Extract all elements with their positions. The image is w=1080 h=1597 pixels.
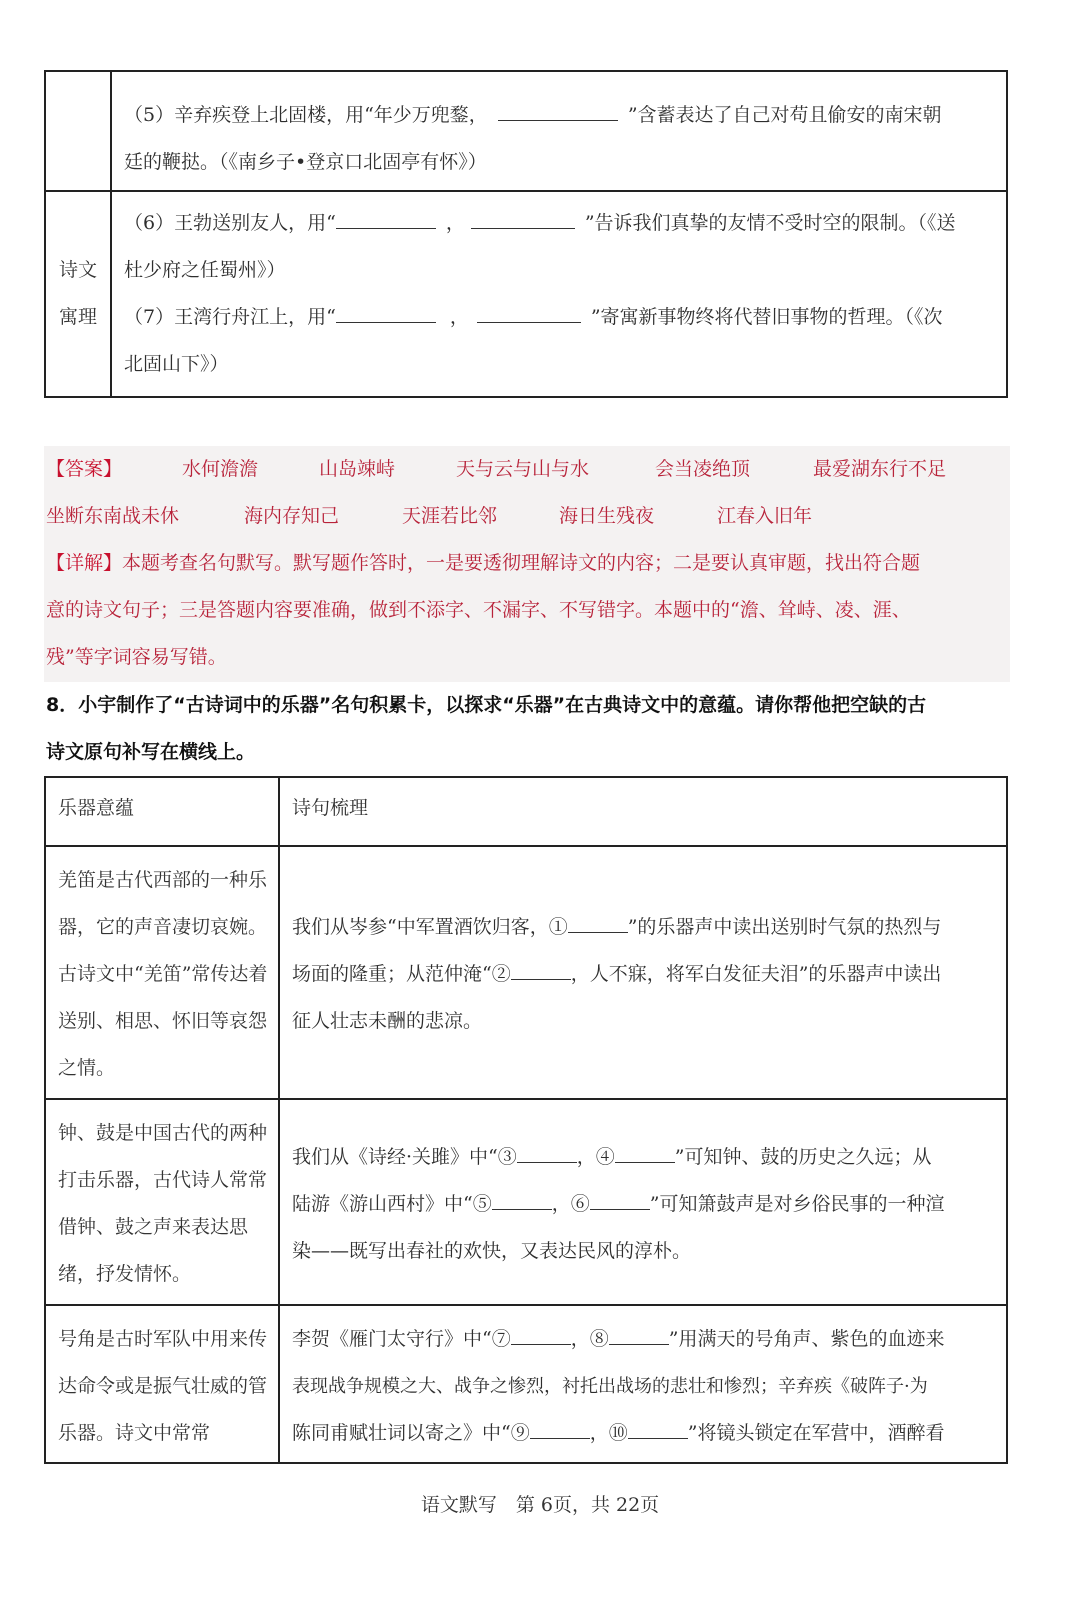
text-line [124,92,996,139]
header-cell: 诗句梳理 [279,777,1007,846]
meaning-text: 钟、鼓是中国古代的两种打击乐器，古代诗人常常借钟、鼓之声来表达思绪，抒发情怀。 [58,1122,268,1285]
text-segment: ”可知钟、鼓的历史之久远；从 [674,1146,932,1168]
question-line: 诗文原句补写在横线上。 [46,741,256,763]
poem-cell [279,1305,1007,1463]
text-segment: ”用满天的号角声、紫色的血迹来 [668,1328,945,1350]
table-row [45,191,1007,397]
text-segment: ， [445,212,465,234]
answer-blank[interactable] [517,1138,577,1163]
text-line [292,951,998,998]
answer-blank[interactable] [511,955,571,980]
answer-item: 最爱湖东行不足 [813,458,947,480]
poem-cell [279,1099,1007,1305]
category-label: 寓理 [58,306,97,328]
text-line: 北固山下》） [124,353,229,375]
text-segment: ”可知箫鼓声是对乡俗民事的一种渲 [649,1193,945,1215]
answer-blank[interactable] [477,298,581,323]
text-line [292,904,998,951]
meaning-cell [45,1305,279,1463]
text-segment: （5）辛弃疾登上北固楼，用“年少万兜鍪， [124,104,488,126]
text-segment: 我们从《诗经·关雎》中“③ [292,1146,517,1168]
answer-blank[interactable] [568,908,628,933]
text-segment: ”含蓄表达了自己对苟且偷安的南宋朝 [627,104,942,126]
answer-item: 山岛竦峙 [319,458,396,480]
text-segment: 陈同甫赋壮词以寄之》中“⑨ [292,1422,530,1444]
answer-section [44,446,1010,682]
table-row [45,71,1007,191]
text-line [124,294,996,341]
text-line [292,1134,998,1181]
text-segment: ， [449,306,469,328]
detail-line [44,540,1010,587]
answer-blank[interactable] [511,1320,571,1345]
text-segment: ，人不寐，将军白发征夫泪”的乐器声中读出 [570,963,942,985]
answer-item: 海内存知己 [244,505,340,527]
answer-blank[interactable] [628,1414,688,1439]
text-segment: 场面的隆重；从范仲淹“② [292,963,511,985]
meaning-text: 羌笛是古代西部的一种乐器，它的声音凄切哀婉。古诗文中“羌笛”常传达着送别、相思、怀旧等哀怨之情。 [58,869,268,1079]
meaning-text: 号角是古时军队中用来传达命令或是振气壮威的管乐器。诗文中常常 [58,1328,268,1444]
text-segment: ，⑩ [589,1422,628,1444]
meaning-cell [45,846,279,1099]
detail-line: 残”等字词容易写错。 [46,646,227,668]
answer-item: 海日生残夜 [559,505,655,527]
text-segment: ，⑧ [570,1328,609,1350]
answer-row-2 [44,493,1010,540]
answer-item: 天与云与山与水 [456,458,590,480]
instrument-table [44,776,1008,1464]
question-cell [111,191,1007,397]
text-line: 染——既写出春社的欢快，又表达民风的淳朴。 [292,1240,692,1262]
answer-tag: 【答案】 [46,458,123,480]
category-cell-empty [45,71,111,191]
answer-item: 会当凌绝顶 [655,458,751,480]
text-segment: 我们从岑参“中军置酒饮归客，① [292,916,568,938]
answer-item: 水何澹澹 [182,458,259,480]
category-cell [45,191,111,397]
text-segment: ”将镜头锁定在军营中，酒醉看 [687,1422,945,1444]
answer-blank[interactable] [530,1414,590,1439]
detail-text: 本题考查名句默写。默写题作答时，一是要透彻理解诗文的内容；二是要认真审题，找出符合题 [122,552,921,574]
header-cell: 乐器意蕴 [45,777,279,846]
text-line [292,1181,998,1228]
answer-blank[interactable] [492,1185,552,1210]
text-segment: （7）王湾行舟江上，用“ [124,306,336,328]
answer-item: 江春入旧年 [717,505,813,527]
answer-row-1 [44,446,1010,493]
table-header-row [45,777,1007,846]
answer-blank[interactable] [615,1138,675,1163]
poem-table-top [44,70,1008,398]
category-label: 诗文 [58,259,97,281]
text-segment: ”告诉我们真挚的友情不受时空的限制。（《送 [584,212,956,234]
text-line: 廷的鞭挞。（《南乡子•登京口北固亭有怀》） [124,151,487,173]
answer-blank[interactable] [590,1185,650,1210]
question-8 [46,682,1010,776]
answer-item: 天涯若比邻 [402,505,498,527]
text-line: 征人壮志未酬的悲凉。 [292,1010,483,1032]
table-row [45,1305,1007,1463]
question-line: 8．小宇制作了“古诗词中的乐器”名句积累卡，以探求“乐器”在古典诗文中的意蕴。请你帮他把空缺的古 [46,694,927,716]
answer-blank[interactable] [336,204,436,229]
answer-item: 坐断东南战未休 [46,505,180,527]
text-line [292,1410,998,1457]
text-segment: ，④ [576,1146,615,1168]
answer-blank[interactable] [471,204,575,229]
table-row [45,846,1007,1099]
page-footer: 语文默写 第 6页，共 22页 [420,1494,660,1516]
text-line [124,200,996,247]
text-line: 杜少府之任蜀州》） [124,259,286,281]
meaning-cell [45,1099,279,1305]
answer-blank[interactable] [498,96,618,121]
answer-blank[interactable] [336,298,436,323]
text-segment: 陆游《游山西村》中“⑤ [292,1193,492,1215]
text-segment: ”寄寓新事物终将代替旧事物的哲理。（《次 [590,306,943,328]
text-segment: ，⑥ [551,1193,590,1215]
question-cell [111,71,1007,191]
text-segment: （6）王勃送别友人，用“ [124,212,336,234]
text-segment: ”的乐器声中读出送别时气氛的热烈与 [627,916,942,938]
poem-cell [279,846,1007,1099]
text-line: 表现战争规模之大、战争之惨烈，衬托出战场的悲壮和惨烈；辛弃疾《破阵子·为 [292,1376,928,1397]
detail-line: 意的诗文句子；三是答题内容要准确，做到不添字、不漏字、不写错字。本题中的“澹、耸峙、凌、涯、 [46,599,911,621]
text-segment: 李贺《雁门太守行》中“⑦ [292,1328,511,1350]
detail-tag: 【详解】 [46,552,123,574]
answer-blank[interactable] [609,1320,669,1345]
text-line [292,1316,998,1363]
table-row [45,1099,1007,1305]
